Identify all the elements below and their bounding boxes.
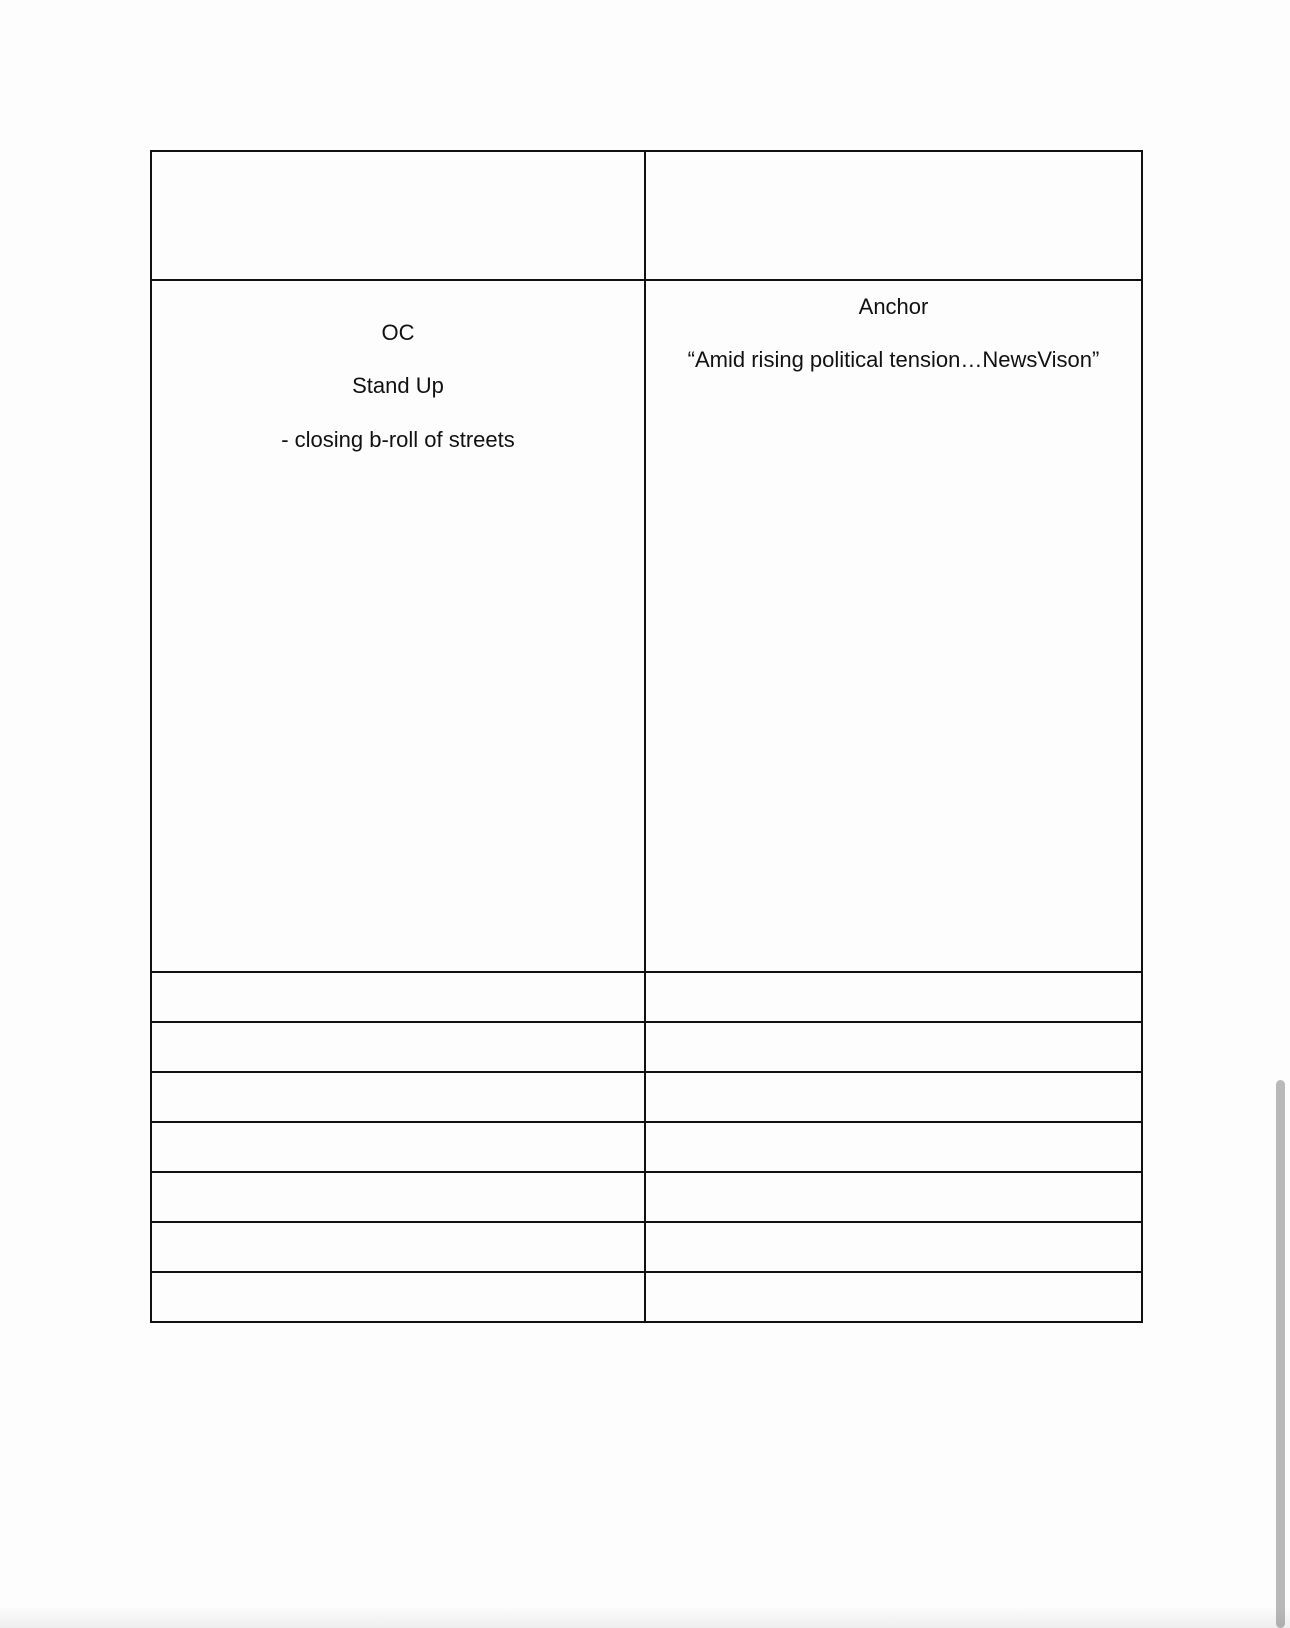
- table-row: [151, 1122, 1142, 1172]
- table-cell-empty-left[interactable]: [151, 1222, 645, 1272]
- table-row-header: [151, 151, 1142, 280]
- broll-note: - closing b-roll of streets: [281, 426, 515, 452]
- table-row: [151, 1222, 1142, 1272]
- table-cell-audio[interactable]: [645, 280, 1142, 972]
- shot-type-label: OC: [381, 320, 415, 345]
- table-cell-header-left[interactable]: [151, 151, 645, 280]
- table-row: [151, 1272, 1142, 1322]
- table-row-main: [151, 280, 1142, 972]
- table-cell-empty-right[interactable]: [645, 1272, 1142, 1322]
- video-cell-content: [152, 320, 644, 453]
- table-cell-empty-right[interactable]: [645, 1222, 1142, 1272]
- table-cell-empty-left[interactable]: [151, 1072, 645, 1122]
- scrollbar-thumb[interactable]: [1276, 1080, 1285, 1628]
- vertical-scrollbar[interactable]: [1268, 0, 1290, 1628]
- table-row: [151, 1172, 1142, 1222]
- table-cell-empty-left[interactable]: [151, 972, 645, 1022]
- table-cell-empty-right[interactable]: [645, 1022, 1142, 1072]
- speaker-label: Anchor: [858, 294, 929, 319]
- table-cell-empty-left[interactable]: [151, 1022, 645, 1072]
- table-cell-empty-left[interactable]: [151, 1122, 645, 1172]
- audio-cell-content: [646, 294, 1141, 374]
- table-row: [151, 972, 1142, 1022]
- table-cell-empty-left[interactable]: [151, 1172, 645, 1222]
- shot-description-label: Stand Up: [352, 373, 444, 399]
- table-cell-empty-left[interactable]: [151, 1272, 645, 1322]
- table-cell-header-right[interactable]: [645, 151, 1142, 280]
- script-quote: “Amid rising political tension…NewsVison”: [687, 347, 1100, 373]
- table-cell-empty-right[interactable]: [645, 1072, 1142, 1122]
- page-bottom-shadow: [0, 1606, 1290, 1628]
- table-cell-empty-right[interactable]: [645, 972, 1142, 1022]
- table-cell-video[interactable]: [151, 280, 645, 972]
- table-row: [151, 1072, 1142, 1122]
- script-table: [150, 150, 1143, 1323]
- table-cell-empty-right[interactable]: [645, 1122, 1142, 1172]
- table-cell-empty-right[interactable]: [645, 1172, 1142, 1222]
- table-row: [151, 1022, 1142, 1072]
